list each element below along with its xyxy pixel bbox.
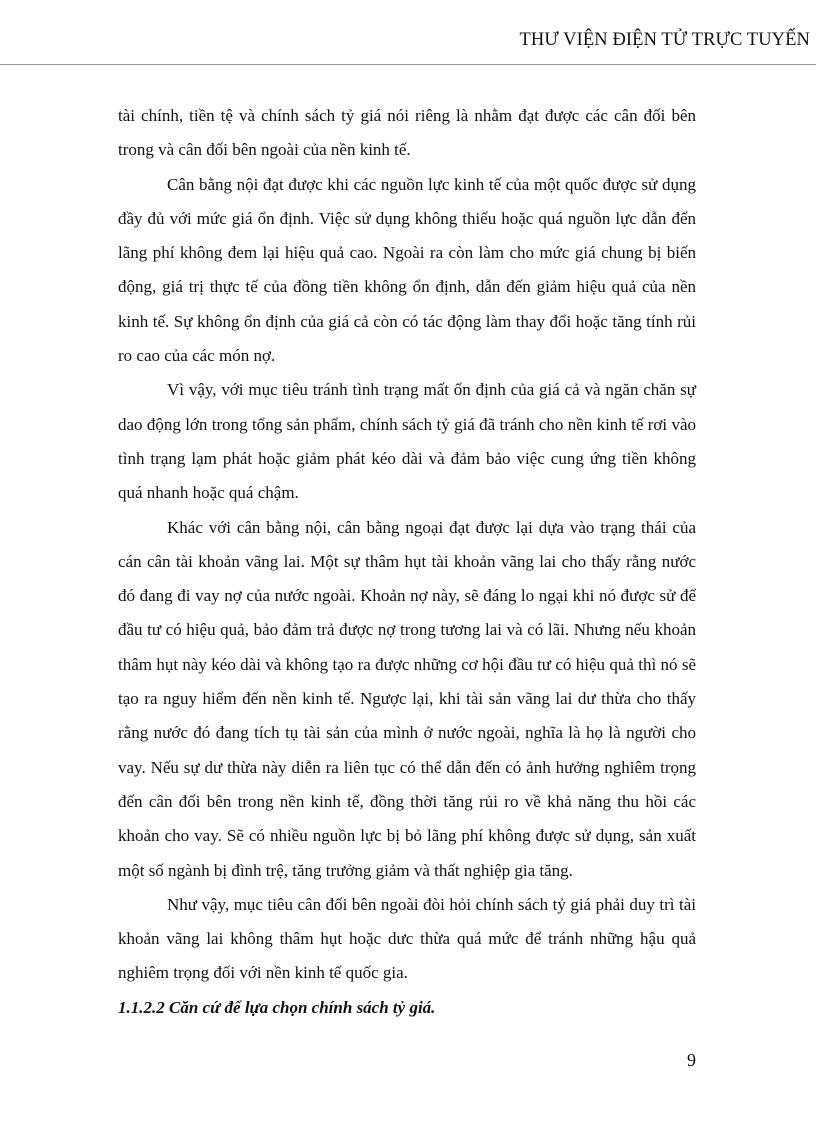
paragraph-internal-balance: Cân bằng nội đạt được khi các nguồn lực kinh tế của một quốc được sử dụng đầy đủ với mức giá ổn định. Việc sử dụng không thiếu hoặc quá nguồn lực dẫn đến lãng phí không đem lại hiệu quả cao. Ngoài ra còn làm cho mức giá chung bị biến động, giá trị thực tế của đồng tiền không ổn định, dẫn đến giảm hiệu quả của nền kinh tế. Sự không ổn định của giá cả còn có tác động làm thay đổi hoặc tăng tính rủi ro cao của các món nợ. (118, 174, 696, 366)
paragraph-continuation: tài chính, tiền tệ và chính sách tỷ giá nói riêng là nhằm đạt được các cân đối bên trong và cân đối bên ngoài của nền kinh tế. (118, 106, 696, 160)
page-number: 9 (687, 1050, 696, 1070)
paragraph-price-stability: Vì vậy, với mục tiêu tránh tình trạng mất ổn định của giá cả và ngăn chăn sự dao động lớn trong tổng sản phẩm, chính sách tỷ giá đã tránh cho nền kinh tế rơi vào tình trạng lạm phát hoặc giảm phát kéo dài và đảm bảo việc cung ứng tiền không quá nhanh hoặc quá chậm. (118, 380, 696, 503)
header-divider (0, 64, 816, 65)
paragraph-external-balance: Khác với cân bằng nội, cân bằng ngoại đạt được lại dựa vào trạng thái của cán cân tài khoản vãng lai. Một sự thâm hụt tài khoản vãng lai cho thấy rằng nước đó đang đi vay nợ của nước ngoài. Khoản nợ này, sẽ đáng lo ngại khi nó được sử để đầu tư có hiệu quả, bảo đảm trả được nợ trong tương lai và có lãi. Nhưng nếu khoản thâm hụt này kéo dài và không tạo ra được những cơ hội đầu tư có hiệu quả thì nó sẽ tạo ra nguy hiểm đến nền kinh tế. Ngược lại, khi tài sản vãng lai dư thừa cho thấy rằng nước đó đang tích tụ tài sản của mình ở nước ngoài, nghĩa là họ là người cho vay. Nếu sự dư thừa này diễn ra liên tục có thể dẫn đến có ảnh hưởng nghiêm trọng đến cân đối bên trong nền kinh tế, đồng thời tăng rủi ro về khả năng thu hồi các khoản cho vay. Sẽ có nhiều nguồn lực bị bỏ lãng phí không được sử dụng, sản xuất một số ngành bị đình trệ, tăng trưởng giảm và thất nghiệp gia tăng. (118, 517, 696, 880)
paragraph-conclusion: Như vậy, mục tiêu cân đối bên ngoài đòi hỏi chính sách tỷ giá phải duy trì tài khoản vãng lai không thâm hụt hoặc dưc thừa quá mức để tránh những hậu quả nghiêm trọng đối với nền kinh tế quốc gia. (118, 894, 696, 983)
section-heading: 1.1.2.2 Căn cứ để lựa chọn chính sách tỷ giá. (118, 997, 436, 1017)
page-header-title: THƯ VIỆN ĐIỆN TỬ TRỰC TUYẾN (519, 30, 810, 50)
page-body (118, 99, 696, 1025)
